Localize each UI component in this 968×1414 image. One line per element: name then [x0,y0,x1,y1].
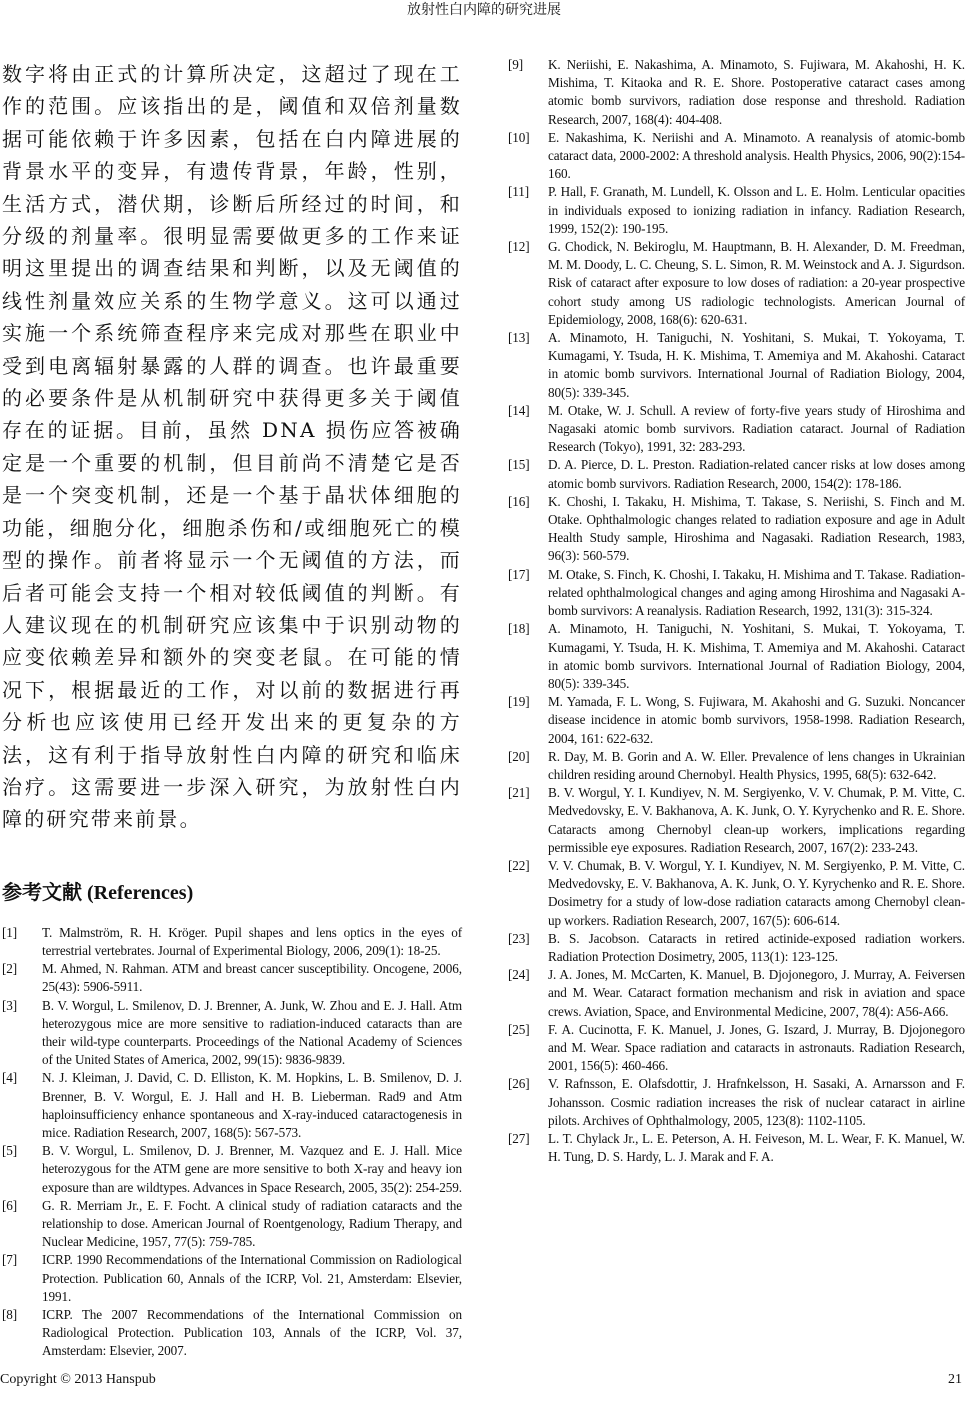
reference-text: G. R. Merriam Jr., E. F. Focht. A clinical study of radiation cataracts and the relationship to dose. American Journal of Roentgenology, Radium Therapy, and Nuclear Medicine, 1957, 77(5): 759-785. [42,1197,462,1250]
reference-text: M. Yamada, F. L. Wong, S. Fujiwara, M. Akahoshi and G. Suzuki. Noncancer disease incidence in atomic bomb survivors, 1958-1998. Radiation Research, 2004, 161: 622-632. [548,694,965,746]
reference-number: [12] [508,239,530,255]
reference-text: K. Neriishi, E. Nakashima, A. Minamoto, S. Fujiwara, M. Akahoshi, H. K. Mishima, T. Kitaoka and R. E. Shore. Postoperative cataract cases among atomic bomb survivors, radiation dose response and threshold. Radiation Research, 2007, 168(4): 404-408. [548,57,965,127]
reference-item [508,1130,965,1166]
left-column [2,58,462,1361]
reference-number: [7] [2,1252,18,1268]
reference-text: ICRP. 1990 Recommendations of the International Commission on Radiological Protection. Publication 60, Annals of the ICRP, Vol. 21, Amsterdam: Elsevier, 1991. [42,1252,462,1304]
reference-number: [6] [2,1197,18,1213]
copyright-footer: Copyright © 2013 Hanspub [0,1371,156,1387]
reference-item [508,748,965,784]
reference-item [508,1021,965,1076]
reference-number: [11] [508,184,530,200]
reference-number: [9] [508,57,524,72]
reference-text: R. Day, M. B. Gorin and A. W. Eller. Prevalence of lens changes in Ukrainian children residing around Chernobyl. Health Physics, 1995, 68(5): 632-642. [548,748,965,782]
reference-text: D. A. Pierce, D. L. Preston. Radiation-related cancer risks at low doses among atomic bomb survivors. Radiation Research, 2000, 154(2): 178-186. [548,457,965,491]
reference-number: [23] [508,930,530,946]
reference-number: [18] [508,621,530,637]
reference-text: J. A. Jones, M. McCarten, K. Manuel, B. Djojonegoro, J. Murray, A. Feiversen and M. Wear. Cataract formation mechanism and risk in aviation and space crews. Aviation, Space, and Environmental Medicine, 2007, 78(4): A56-A66. [548,967,965,1019]
reference-item [2,997,462,1070]
reference-text: B. S. Jacobson. Cataracts in retired actinide-exposed radiation workers. Radiation Protection Dosimetry, 2005, 113(1): 123-125. [548,930,965,964]
reference-number: [19] [508,694,530,710]
reference-item [508,329,965,402]
reference-item [508,1075,965,1130]
reference-text: M. Ahmed, N. Rahman. ATM and breast cancer susceptibility. Oncogene, 2006, 25(43): 5906-5911. [42,961,462,995]
reference-text: B. V. Worgul, Y. I. Kundiyev, N. M. Sergiyenko, V. V. Chumak, P. M. Vitte, C. Medvedovsky, E. V. Bakhanova, A. K. Junk, O. Y. Kyrychenko and R. E. Shore. Cataracts among Chernobyl clean-up workers, implications regarding permissible eye exposures. Radiation Research, 2007, 167(2): 233-243. [548,785,965,855]
reference-text: T. Malmström, R. H. Kröger. Pupil shapes and lens optics in the eyes of terrestrial vertebrates. Journal of Experimental Biology, 2006, 209(1): 18-25. [42,924,462,958]
reference-text: K. Choshi, I. Takaku, H. Mishima, T. Takase, S. Neriishi, S. Finch and M. Otake. Ophthalmologic changes related to radiation exposure and age in Adult Health Study sample, Hiroshima and Nagasaki. Radiation Research, 1983, 96(3): 560-579. [548,493,965,564]
reference-number: [24] [508,967,530,983]
reference-text: N. J. Kleiman, J. David, C. D. Elliston, K. M. Hopkins, L. B. Smilenov, D. J. Brenner, B. V. Worgul, E. J. Hall and H. B. Lieberman. Rad9 and Atm haploinsufficiency enhance spontaneous and X-ray-induced cataractogenesis in mice. Radiation Research, 2007, 168(5): 567-573. [42,1070,462,1140]
reference-item [508,238,965,329]
reference-text: F. A. Cucinotta, F. K. Manuel, J. Jones, G. Iszard, J. Murray, B. Djojonegoro and M. Wear. Space radiation and cataracts in astronauts. Radiation Research, 2001, 156(5): 460-466. [548,1021,965,1074]
reference-item [508,402,965,457]
reference-number: [17] [508,566,530,582]
right-column [508,56,965,1166]
reference-text: V. Rafnsson, E. Olafsdottir, J. Hrafnkelsson, H. Sasaki, A. Arnarsson and F. Johansson. Cosmic radiation increases the risk of nuclear cataract in airline pilots. Archives of Ophthalmology, 2005, 123(8): 1102-1105. [548,1076,965,1128]
reference-text: M. Otake, W. J. Schull. A review of forty-five years study of Hiroshima and Nagasaki atomic bomb survivors. Radiation cataract. Journal of Radiation Research (Tokyo), 1991, 32: 283-293. [548,402,965,455]
reference-number: [2] [2,961,18,977]
reference-item [508,183,965,238]
reference-number: [16] [508,493,530,509]
running-header: 放射性白内障的研究进展 [407,3,561,18]
reference-item [508,493,965,566]
two-column-layout [0,58,968,1361]
reference-text: E. Nakashima, K. Neriishi and A. Minamoto. A reanalysis of atomic-bomb cataract data, 2000-2002: A threshold analysis. Health Physics, 2006, 90(2):154-160. [548,129,965,182]
reference-text: L. T. Chylack Jr., L. E. Peterson, A. H. Feiveson, M. L. Wear, F. K. Manuel, W. H. Tung, D. S. Hardy, L. J. Marak and F. A. [548,1130,965,1165]
reference-number: [20] [508,748,530,764]
reference-number: [14] [508,402,530,418]
reference-item [508,566,965,621]
reference-item [508,930,965,966]
reference-number: [13] [508,330,530,346]
reference-number: [10] [508,129,530,145]
reference-text: V. V. Chumak, B. V. Worgul, Y. I. Kundiyev, N. M. Sergiyenko, P. M. Vitte, C. Medvedovsky, E. V. Bakhanova, A. K. Junk, O. Y. Kyrychenko and R. E. Shore. Dosimetry for a study of low-dose radiation cataracts among Chernobyl clean-up workers. Radiation Research, 2007, 167(5): 606-614. [548,857,965,928]
reference-number: [21] [508,785,530,801]
reference-item [2,1142,462,1197]
reference-text: B. V. Worgul, L. Smilenov, D. J. Brenner, M. Vazquez and E. J. Hall. Mice heterozygous for the ATM gene are more sensitive to both X-ray and heavy ion exposure than are wildtypes. Advances in Space Research, 2005, 35(2): 254-259. [42,1143,462,1195]
reference-number: [4] [2,1070,18,1086]
reference-item [508,784,965,857]
body-paragraph: 数字将由正式的计算所决定，这超过了现在工作的范围。应该指出的是，阈值和双倍剂量数据可能依赖于许多因素，包括在白内障进展的背景水平的变异，有遗传背景，年龄，性别，生活方式，潜伏期，诊断后所经过的时间，和分级的剂量率。很明显需要做更多的工作来证明这里提出的调查结果和判断，以及无阈值的线性剂量效应关系的生物学意义。这可以通过实施一个系统筛查程序来完成对那些在职业中受到电离辐射暴露的人群的调查。也许最重要的必要条件是从机制研究中获得更多关于阈值存在的证据。目前，虽然 DNA 损伤应答被确定是一个重要的机制，但目前尚不清楚它是否是一个突变机制，还是一个基于晶状体细胞的功能，细胞分化，细胞杀伤和/或细胞死亡的模型的操作。前者将显示一个无阈值的方法，而后者可能会支持一个相对较低阈值的判断。有人建议现在的机制研究应该集中于识别动物的应变依赖差异和额外的突变老鼠。在可能的情况下，根据最近的工作，对以前的数据进行再分析也应该使用已经开发出来的更复杂的方法，这有利于指导放射性白内障的研究和临床治疗。这需要进一步深入研究，为放射性白内障的研究带来前景。 [2,62,462,832]
reference-item [508,129,965,184]
reference-number: [8] [2,1307,18,1323]
reference-text: B. V. Worgul, L. Smilenov, D. J. Brenner, A. Junk, W. Zhou and E. J. Hall. Atm heterozygous mice are more sensitive to radiation-induced cataracts than are their wild-type counterparts. Proceedings of the National Academy of Sciences of the United States of America, 2002, 99(15): 9836-9839. [42,997,462,1068]
references-list-right [508,56,965,1166]
reference-number: [3] [2,997,18,1013]
reference-item [2,924,462,960]
reference-number: [15] [508,457,530,473]
reference-item [2,1069,462,1142]
references-list-left [2,924,462,1361]
reference-text: ICRP. The 2007 Recommendations of the International Commission on Radiological Protection. Publication 103, Annals of the ICRP, Vol. 37, Amsterdam: Elsevier, 2007. [42,1307,462,1359]
reference-text: G. Chodick, N. Bekiroglu, M. Hauptmann, B. H. Alexander, D. M. Freedman, M. M. Doody, L. C. Cheung, S. L. Simon, R. M. Weinstock and A. J. Sigurdson. Risk of cataract after exposure to low doses of radiation: a 20-year prospective cohort study among US radiologic technologists. American Journal of Epidemiology, 2008, 168(6): 620-631. [548,239,965,327]
reference-number: [22] [508,857,530,873]
reference-number: [25] [508,1021,530,1037]
page-footer [0,1361,968,1393]
reference-item [508,620,965,693]
reference-item [508,456,965,492]
reference-number: [26] [508,1076,530,1092]
reference-item [508,857,965,930]
reference-item [2,1197,462,1252]
reference-number: [27] [508,1130,530,1146]
reference-text: M. Otake, S. Finch, K. Choshi, I. Takaku, H. Mishima and T. Takase. Radiation-related ophthalmological changes and aging among Hiroshima and Nagasaki A-bomb survivors: A reanalysis. Radiation Research, 1992, 131(3): 315-324. [548,566,965,619]
reference-item [508,693,965,748]
reference-item [508,56,965,129]
reference-item [2,960,462,996]
reference-text: P. Hall, F. Granath, M. Lundell, K. Olsson and L. E. Holm. Lenticular opacities in individuals exposed to ionizing radiation in infancy. Radiation Research, 1999, 152(2): 190-195. [548,184,965,236]
reference-item [2,1306,462,1361]
page-number: 21 [948,1371,962,1387]
reference-item [508,966,965,1021]
reference-number: [5] [2,1143,18,1159]
reference-item [2,1251,462,1306]
reference-text: A. Minamoto, H. Taniguchi, N. Yoshitani, S. Mukai, T. Yokoyama, T. Kumagami, Y. Tsuda, H. K. Mishima, T. Amemiya and M. Akahoshi. Cataract in atomic bomb survivors. International Journal of Radiation Biology, 2004, 80(5): 339-345. [548,330,965,400]
reference-text: A. Minamoto, H. Taniguchi, N. Yoshitani, S. Mukai, T. Yokoyama, T. Kumagami, Y. Tsuda, H. K. Mishima, T. Amemiya and M. Akahoshi. Cataract in atomic bomb survivors. International Journal of Radiation Biology, 2004, 80(5): 339-345. [548,621,965,691]
references-heading: 参考文献 (References) [2,881,194,904]
reference-number: [1] [2,924,18,940]
